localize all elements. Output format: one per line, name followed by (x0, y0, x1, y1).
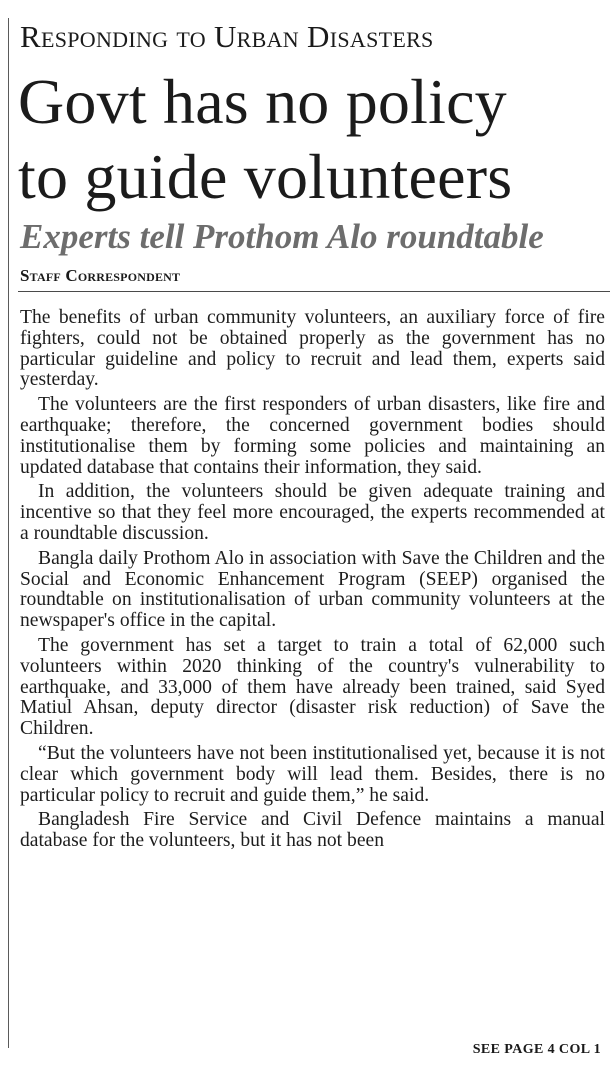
paragraph: In addition, the volunteers should be given adequate training and incentive so that they feel more encouraged, the experts recommended at a roundtable discussion. (20, 481, 605, 544)
byline: Staff Correspondent (20, 266, 181, 285)
byline-divider (18, 291, 610, 292)
continued-jump-line: SEE PAGE 4 COL 1 (472, 1042, 601, 1057)
kicker-heading: Responding to Urban Disasters (20, 19, 434, 54)
headline (18, 64, 612, 214)
article-body (20, 308, 605, 852)
paragraph: Bangladesh Fire Service and Civil Defence maintains a manual database for the volunteers, but it has not been (20, 809, 605, 852)
subheadline: Experts tell Prothom Alo roundtable (20, 217, 544, 256)
paragraph: “But the volunteers have not been institutionalised yet, because it is not clear which government body will lead them. Besides, there is no particular policy to recruit and guide them,” he said. (20, 742, 605, 806)
paragraph: Bangla daily Prothom Alo in association with Save the Children and the Social and Economic Enhancement Program (SEEP) organised the roundtable on institutionalisation of urban community volunteers at the newspaper's office in the capital. (20, 547, 605, 632)
headline-line-1: Govt has no policy (18, 66, 507, 137)
headline-line-2: to guide volunteers (18, 141, 513, 212)
paragraph: The volunteers are the first responders of urban disasters, like fire and earthquake; therefore, the concerned government bodies should institutionalise them by forming some policies and maintaining an updated database that contains their information, they said. (20, 394, 605, 478)
paragraph: The benefits of urban community volunteers, an auxiliary force of fire fighters, could not be obtained properly as the government has no particular guideline and policy to recruit and lead them, experts said yesterday. (20, 307, 605, 391)
paragraph: The government has set a target to train a total of 62,000 such volunteers within 2020 thinking of the country's vulnerability to earthquake, and 33,000 of them have already been trained, said Syed Matiul Ahsan, deputy director (disaster risk reduction) of Save the Children. (20, 634, 605, 740)
column-rule (8, 18, 9, 1048)
